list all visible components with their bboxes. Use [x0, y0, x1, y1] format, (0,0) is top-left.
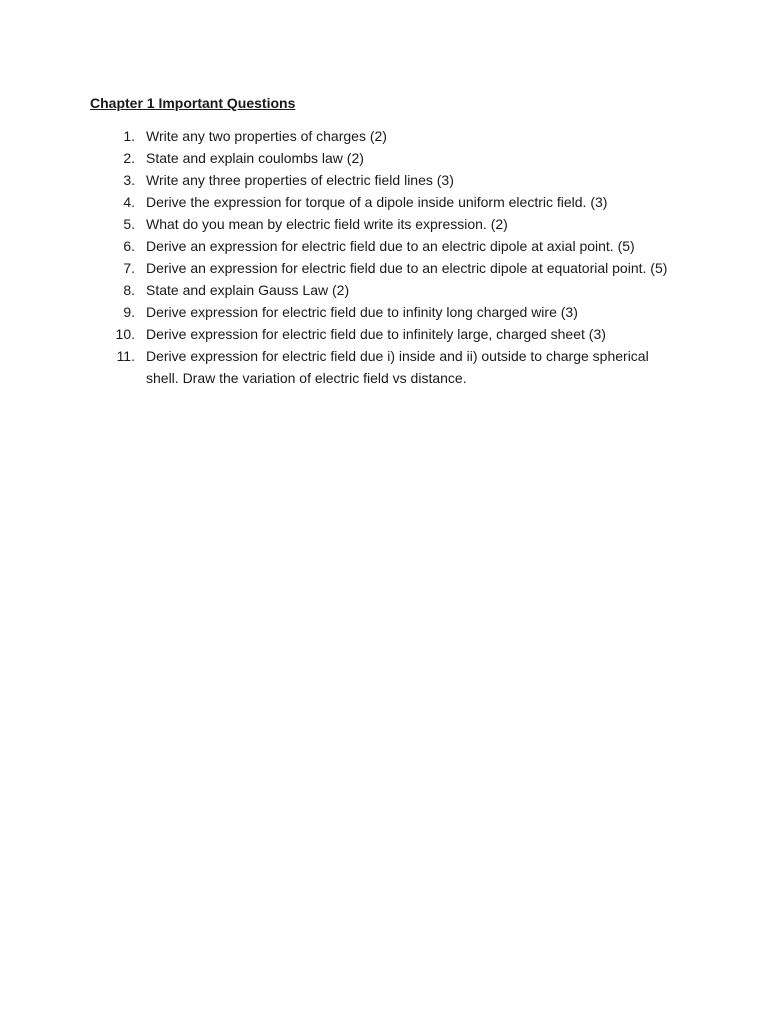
question-text: Write any three properties of electric field lines (3): [146, 172, 454, 188]
question-text: State and explain coulombs law (2): [146, 150, 364, 166]
question-number: 4.: [123, 194, 135, 210]
question-text: State and explain Gauss Law (2): [146, 282, 350, 298]
page-title: Chapter 1 Important Questions: [90, 95, 296, 111]
list-item: [90, 169, 670, 191]
question-list: [90, 125, 670, 389]
question-text: Derive expression for electric field due i) inside and ii) outside to charge spherical shell. Draw the variation of electric field vs distance.: [146, 348, 649, 386]
list-item: [90, 125, 670, 147]
list-item: [90, 323, 670, 345]
list-item: [90, 235, 670, 257]
question-number: 5.: [123, 216, 135, 232]
list-item: [90, 301, 670, 323]
list-item: [90, 257, 670, 279]
list-item: [90, 345, 670, 389]
question-number: 1.: [123, 128, 135, 144]
question-number: 7.: [123, 260, 135, 276]
question-text: Derive expression for electric field due to infinitely large, charged sheet (3): [146, 326, 606, 342]
question-number: 2.: [123, 150, 135, 166]
question-number: 8.: [123, 282, 135, 298]
question-text: Derive expression for electric field due to infinity long charged wire (3): [146, 304, 578, 320]
question-text: What do you mean by electric field write its expression. (2): [146, 216, 508, 232]
question-number: 6.: [123, 238, 135, 254]
question-number: 3.: [123, 172, 135, 188]
question-number: 10.: [115, 326, 135, 342]
list-item: [90, 191, 670, 213]
list-item: [90, 213, 670, 235]
list-item: [90, 147, 670, 169]
question-text: Write any two properties of charges (2): [146, 128, 387, 144]
question-number: 11.: [116, 348, 135, 364]
question-text: Derive the expression for torque of a dipole inside uniform electric field. (3): [146, 194, 608, 210]
list-item: [90, 279, 670, 301]
question-number: 9.: [123, 304, 135, 320]
question-text: Derive an expression for electric field due to an electric dipole at equatorial point. (5): [146, 260, 668, 276]
question-text: Derive an expression for electric field due to an electric dipole at axial point. (5): [146, 238, 635, 254]
